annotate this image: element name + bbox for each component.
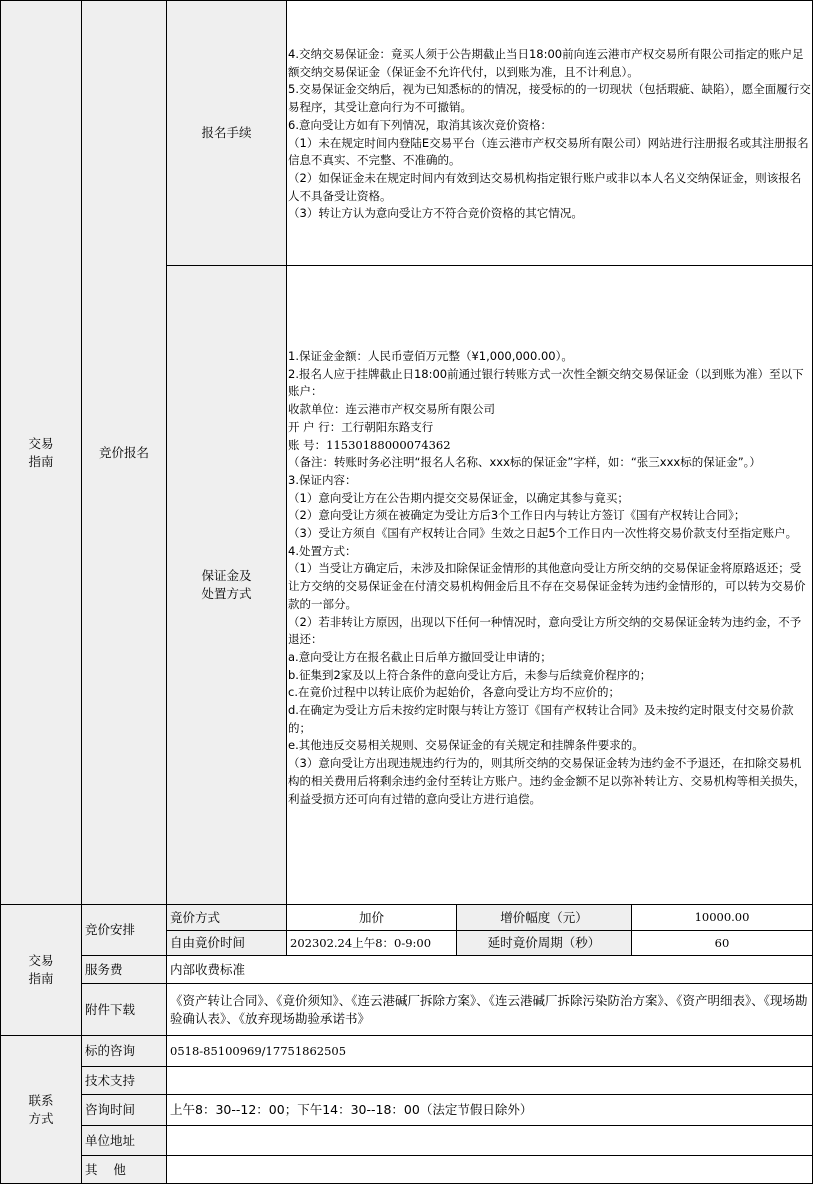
delay-value: 60	[714, 935, 730, 950]
deposit-line: （2）若非转让方原因，出现以下任何一种情况时，意向受让方所交纳的交易保证金转为违约金，不予退还：	[288, 614, 802, 647]
deposit-line: c.在竟价过程中以转让底价为起始价，各意向受让方均不应价的；	[288, 685, 620, 700]
service-fee-label-cell	[81, 955, 167, 984]
contact-row-value-cell	[166, 1066, 813, 1095]
deposit-line: （3）意向受让方出现违规违约行为的，则其所交纳的交易保证金转为违约金不予退还，在扣除交易机构的相关费用后将剩余违约金付至转让方账户。违约金金额不足以弥补转让方、交易机构等相关损失，利益受损方还可向有过错的意向受让方进行追偿。	[288, 756, 806, 806]
deposit-line: （备注：转账时务必注明“报名人名称、xxx标的保证金”字样，如：“张三xxx标的保证金”。）	[288, 455, 761, 470]
bid-method-label: 竟价方式	[170, 909, 221, 925]
contact-row-label-cell	[81, 1155, 167, 1184]
deposit-line: 4.处置方式：	[288, 543, 357, 558]
deposit-line: 收款单位：连云港市产权交易所有限公司	[288, 402, 495, 417]
contact-category-cell	[0, 1035, 82, 1184]
attachments-label-cell	[81, 983, 167, 1036]
signup-line: （3）转让方认为意向受让方不符合竞价资格的其它情况。	[288, 206, 583, 221]
trading-guide-category-cell-2	[0, 904, 82, 1036]
deposit-line: 3.保证内容：	[288, 472, 357, 487]
increment-value: 10000.00	[694, 910, 750, 924]
contact-row-value-cell	[166, 1155, 813, 1184]
signup-procedure-text	[288, 46, 811, 223]
inquiry-label: 标的咨询	[85, 1043, 136, 1058]
bid-method-value-cell	[286, 904, 457, 931]
signup-line: （1）未在规定时间内登陆E交易平台（连云港市产权交易所有限公司）网站进行注册报名或其注册报名信息不真实、不完整、不准确的。	[288, 135, 809, 168]
attachments-download-link[interactable]: 《资产转让合同》、《竟价须知》、《连云港碱厂拆除方案》、《连云港碱厂拆除污染防治方案》、《资产明细表》、《现场勘验确认表》、《放弃现场勘验承诺书》	[170, 992, 808, 1026]
deposit-line: 1.保证金金额：人民币壹佰万元整（¥1,000,000.00）。	[288, 349, 573, 363]
contact-row-value-cell	[166, 1094, 813, 1126]
contact-row-value-cell	[166, 1125, 813, 1156]
deposit-line: （2）意向受让方须在被确定为受让方后3个工作日内与转让方签订《国有产权转让合同》；	[288, 508, 746, 523]
contact-label: 联系 方式	[28, 1092, 54, 1126]
bid-arrangement-label: 竞价安排	[85, 922, 136, 937]
signup-procedure-label: 报名手续	[201, 125, 252, 140]
signup-line: （2）如保证金未在规定时间内有效到达交易机构指定银行账户或非以本人名义交纳保证金，则该报名人不具备受让资格。	[288, 170, 802, 203]
signup-procedure-content-cell	[286, 0, 813, 266]
free-time-value-cell	[286, 930, 457, 956]
attachments-value-cell	[166, 983, 813, 1036]
increment-value-cell	[631, 904, 813, 931]
bidding-signup-label: 竞价报名	[98, 444, 149, 460]
free-time-label: 自由竟价时间	[170, 935, 246, 950]
signup-line: 6.意向受让方如有下列情况，取消其该次竞价资格：	[288, 117, 552, 132]
deposit-text	[288, 348, 811, 808]
service-fee-value-cell	[166, 955, 813, 984]
bidding-signup-cell	[81, 0, 167, 905]
contact-row-label-cell	[81, 1125, 167, 1156]
trading-guide-category-cell	[0, 0, 82, 905]
deposit-content-cell	[286, 265, 813, 905]
address-label: 单位地址	[85, 1132, 136, 1148]
increment-label-cell	[456, 904, 632, 931]
deposit-line: （1）当受让方确定后，未涉及扣除保证金情形的其他意向受让方所交纳的交易保证金将原路返还；受让方交纳的交易保证金在付清交易机构佣金后且不存在交易保证金转为违约金情形的，可以转为交易价款的一部分。	[288, 561, 806, 611]
bid-arrangement-label-cell	[81, 904, 167, 956]
signup-line: 4.交纳交易保证金：竟买人须于公告期截止当日18:00前向连云港市产权交易所有限公司指定的账户足额交纳交易保证金（保证金不允许代付，以到账为准，且不计利息）。	[288, 47, 804, 79]
contact-row-value-cell	[166, 1035, 813, 1067]
contact-row-label-cell	[81, 1035, 167, 1067]
signup-line: 5.交易保证金交纳后，视为已知悉标的的情况，接受标的的一切现状（包括瑕疵、缺陷），愿全面履行交易程序，其受让意向行为不可撤销。	[288, 82, 811, 115]
deposit-line: （3）受让方须自《国有产权转让合同》生效之日起5个工作日内一次性将交易价款支付至指定账户。	[288, 526, 798, 541]
increment-label: 增价幅度（元）	[500, 909, 588, 925]
delay-label-cell	[456, 930, 632, 956]
deposit-line: 2.报名人应于挂牌截止日18:00前通过银行转账方式一次性全额交纳交易保证金（以到账为准）至以下账户：	[288, 366, 804, 399]
deposit-line: a.意向受让方在报名截止日后单方撤回受让申请的；	[288, 649, 552, 664]
deposit-line: e.其他违反交易相关规则、交易保证金的有关规定和挂牌条件要求的。	[288, 738, 644, 753]
bid-method-value: 加价	[358, 909, 384, 925]
free-time-label-cell	[166, 930, 287, 956]
inquiry-phone: 0518-85100969/17751862505	[170, 1043, 347, 1058]
deposit-line: d.在确定为受让方后未按约定时限与转让方签订《国有产权转让合同》及未按约定时限支付交易价款的；	[288, 703, 794, 735]
deposit-label-cell	[166, 265, 287, 905]
consult-time-label: 咨询时间	[85, 1102, 136, 1117]
deposit-line: 账 号：11530188000074362	[288, 437, 451, 452]
bid-method-label-cell	[166, 904, 287, 931]
trading-guide-label: 交易 指南	[28, 435, 54, 469]
contact-row-label-cell	[81, 1094, 167, 1126]
trading-guide-label: 交易 指南	[28, 953, 54, 986]
delay-value-cell	[631, 930, 813, 956]
deposit-line: 开 户 行：工行朝阳东路支行	[288, 419, 434, 434]
tech-support-label: 技术支持	[85, 1072, 136, 1088]
free-time-value: 202302.24上午8：0-9:00	[290, 935, 432, 950]
delay-label: 延时竟价周期（秒）	[487, 935, 601, 950]
service-fee-value: 内部收费标准	[170, 961, 246, 977]
signup-procedure-label-cell	[166, 0, 287, 266]
deposit-line: b.征集到2家及以上符合条件的意向受让方后，未参与后续竟价程序的；	[288, 667, 652, 682]
service-fee-label: 服务费	[85, 961, 123, 977]
deposit-label: 保证金及 处置方式	[201, 568, 252, 601]
consult-time-value: 上午8：30--12：00；下午14：30--18：00（法定节假日除外）	[170, 1102, 533, 1117]
attachments-label: 附件下载	[85, 1001, 136, 1017]
other-label: 其 他	[85, 1161, 126, 1177]
deposit-line: （1）意向受让方在公告期内提交交易保证金，以确定其参与竟买；	[288, 490, 629, 505]
contact-row-label-cell	[81, 1066, 167, 1095]
